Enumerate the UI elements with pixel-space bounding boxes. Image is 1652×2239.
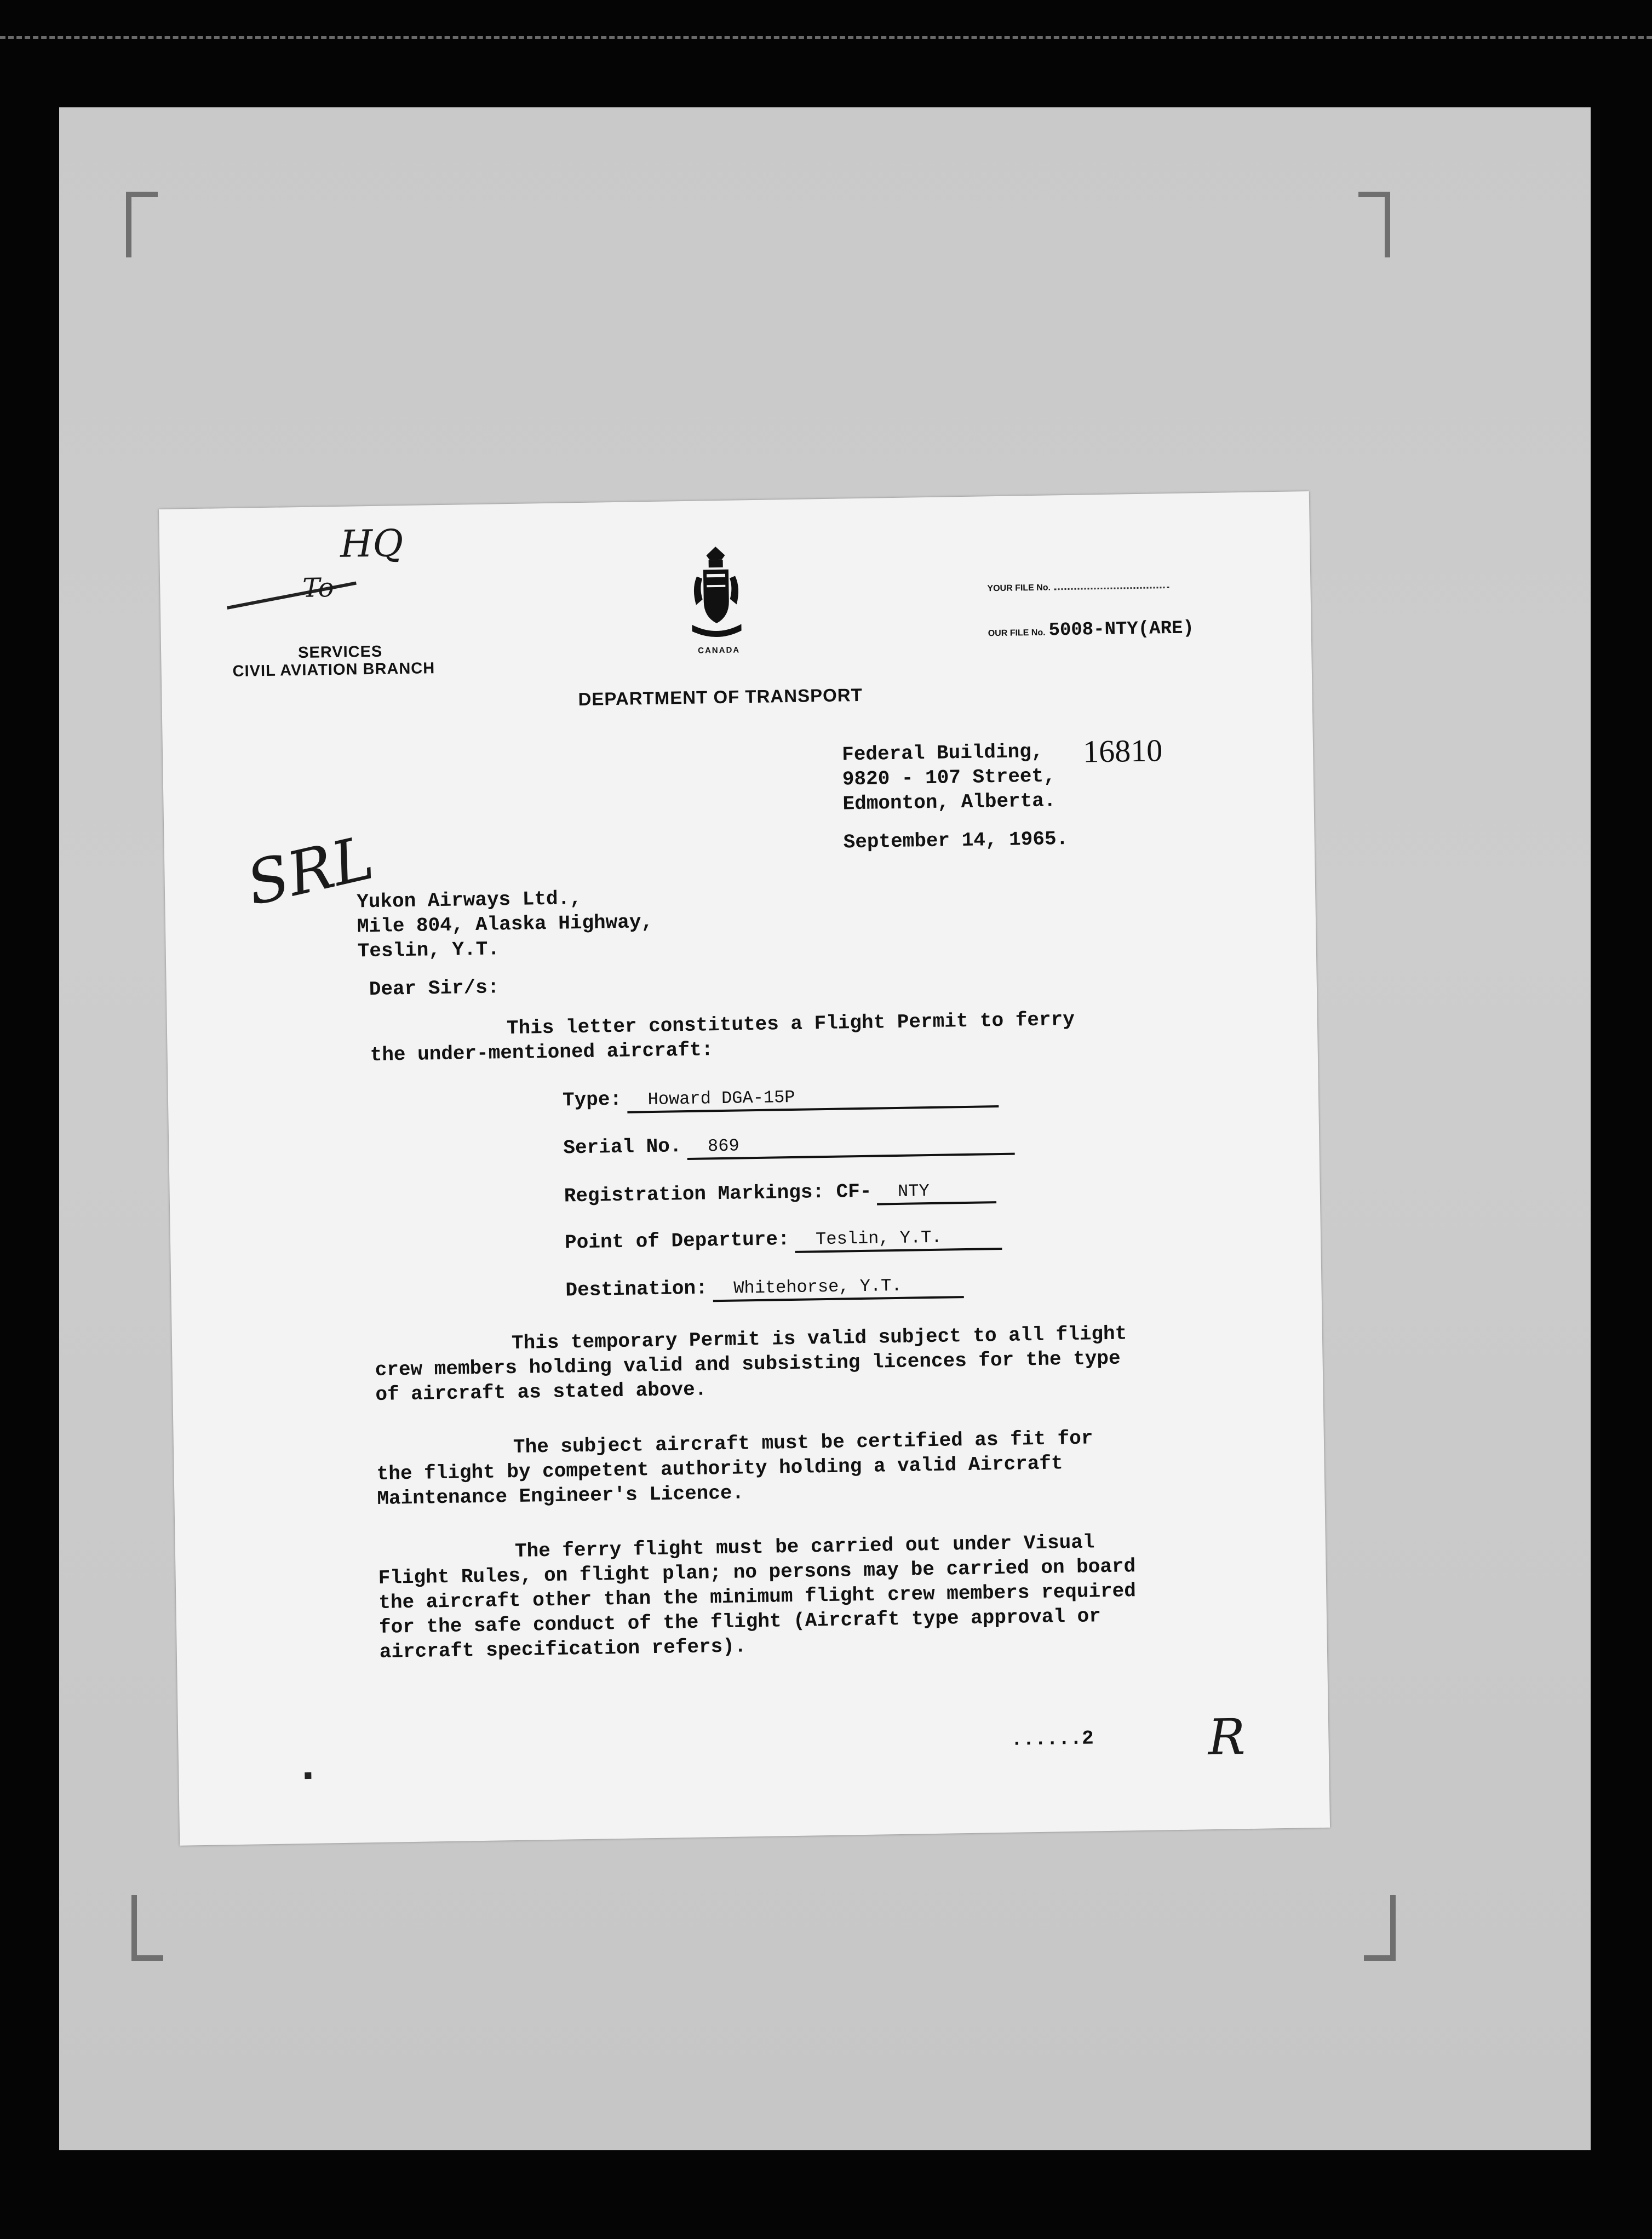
handwritten-initials: SRL	[240, 822, 380, 919]
ferry-rules-line: the aircraft other than the minimum flight crew members required	[378, 1580, 1137, 1614]
departure-label: Point of Departure:	[564, 1228, 790, 1254]
sender-address	[842, 739, 1056, 816]
field-destination	[565, 1273, 963, 1304]
certification-line: The subject aircraft must be certified as fit for	[513, 1427, 1093, 1459]
type-label: Type:	[562, 1088, 622, 1112]
validity-line: of aircraft as stated above.	[375, 1378, 707, 1406]
sender-address-line: 9820 - 107 Street,	[842, 765, 1056, 791]
your-file-line	[1054, 587, 1169, 590]
field-type	[563, 1082, 999, 1114]
margin-dot	[305, 1772, 311, 1779]
field-registration	[564, 1178, 996, 1210]
your-file-reference	[987, 581, 1169, 594]
handwritten-to: To	[302, 572, 334, 604]
certification-line: Maintenance Engineer's Licence.	[377, 1482, 744, 1510]
serial-label: Serial No.	[563, 1135, 682, 1159]
validity-line: crew members holding valid and subsisting licences for the type	[375, 1347, 1121, 1381]
validity-line: This temporary Permit is valid subject to all flight	[511, 1322, 1127, 1355]
branch-line-1: SERVICES	[297, 642, 383, 662]
page-continuation: ......2	[1011, 1727, 1094, 1751]
crop-mark-bottom-left	[131, 1895, 163, 1961]
validity-paragraph	[375, 1321, 1128, 1407]
crop-mark-top-right	[1358, 192, 1390, 257]
sender-address-line: Federal Building,	[841, 740, 1043, 766]
certification-line: the flight by competent authority holding a valid Aircraft	[376, 1452, 1063, 1485]
handwritten-mark: R	[1207, 1708, 1246, 1767]
ferry-rules-line: for the safe conduct of the flight (Aircraft type approval or	[378, 1605, 1102, 1639]
field-serial	[563, 1130, 1014, 1162]
ferry-rules-line: Flight Rules, on flight plan; no persons may be carried on board	[378, 1555, 1136, 1589]
ferry-rules-line: The ferry flight must be carried out under Visual	[514, 1531, 1095, 1563]
our-file-number: 5008-NTY(ARE)	[1048, 618, 1195, 641]
field-departure	[565, 1225, 1002, 1257]
certification-paragraph	[376, 1426, 1094, 1511]
ferry-rules-paragraph	[378, 1529, 1137, 1664]
destination-value: Whitehorse, Y.T.	[713, 1274, 964, 1302]
canada-coat-of-arms-icon	[685, 544, 747, 644]
sender-address-line: Edmonton, Alberta.	[842, 789, 1056, 816]
intro-paragraph	[370, 1007, 1075, 1067]
serial-value: 869	[687, 1132, 1015, 1160]
crest-caption: CANADA	[698, 645, 741, 656]
ferry-rules-line: aircraft specification refers).	[379, 1635, 747, 1663]
your-file-label: YOUR FILE No.	[987, 583, 1051, 594]
stamped-number: 16810	[1082, 732, 1163, 770]
crop-mark-top-left	[126, 192, 158, 257]
intro-line: This letter constitutes a Flight Permit to ferry	[506, 1008, 1075, 1040]
our-file-label: OUR FILE No.	[988, 628, 1046, 639]
our-file-reference	[988, 618, 1194, 642]
recipient-line: Yukon Airways Ltd.,	[356, 887, 582, 914]
intro-line: the under-mentioned aircraft:	[370, 1038, 714, 1067]
registration-label: Registration Markings: CF-	[564, 1180, 872, 1208]
handwritten-strike	[227, 582, 357, 610]
letter-page	[159, 491, 1330, 1846]
departure-value: Teslin, Y.T.	[795, 1226, 1002, 1253]
handwritten-hq: HQ	[340, 522, 404, 566]
registration-value: NTY	[877, 1180, 997, 1205]
recipient-address	[357, 885, 653, 963]
letter-date: September 14, 1965.	[843, 828, 1069, 854]
department-title: DEPARTMENT OF TRANSPORT	[578, 684, 863, 710]
recipient-line: Mile 804, Alaska Highway,	[357, 910, 653, 938]
type-value: Howard DGA-15P	[627, 1084, 999, 1113]
salutation: Dear Sir/s:	[369, 976, 500, 1001]
recipient-line: Teslin, Y.T.	[357, 938, 500, 963]
branch-line-2: CIVIL AVIATION BRANCH	[232, 659, 435, 680]
branch-header	[232, 642, 435, 680]
destination-label: Destination:	[565, 1277, 708, 1302]
film-edge-dashes	[0, 36, 1652, 39]
crop-mark-bottom-right	[1364, 1895, 1396, 1961]
